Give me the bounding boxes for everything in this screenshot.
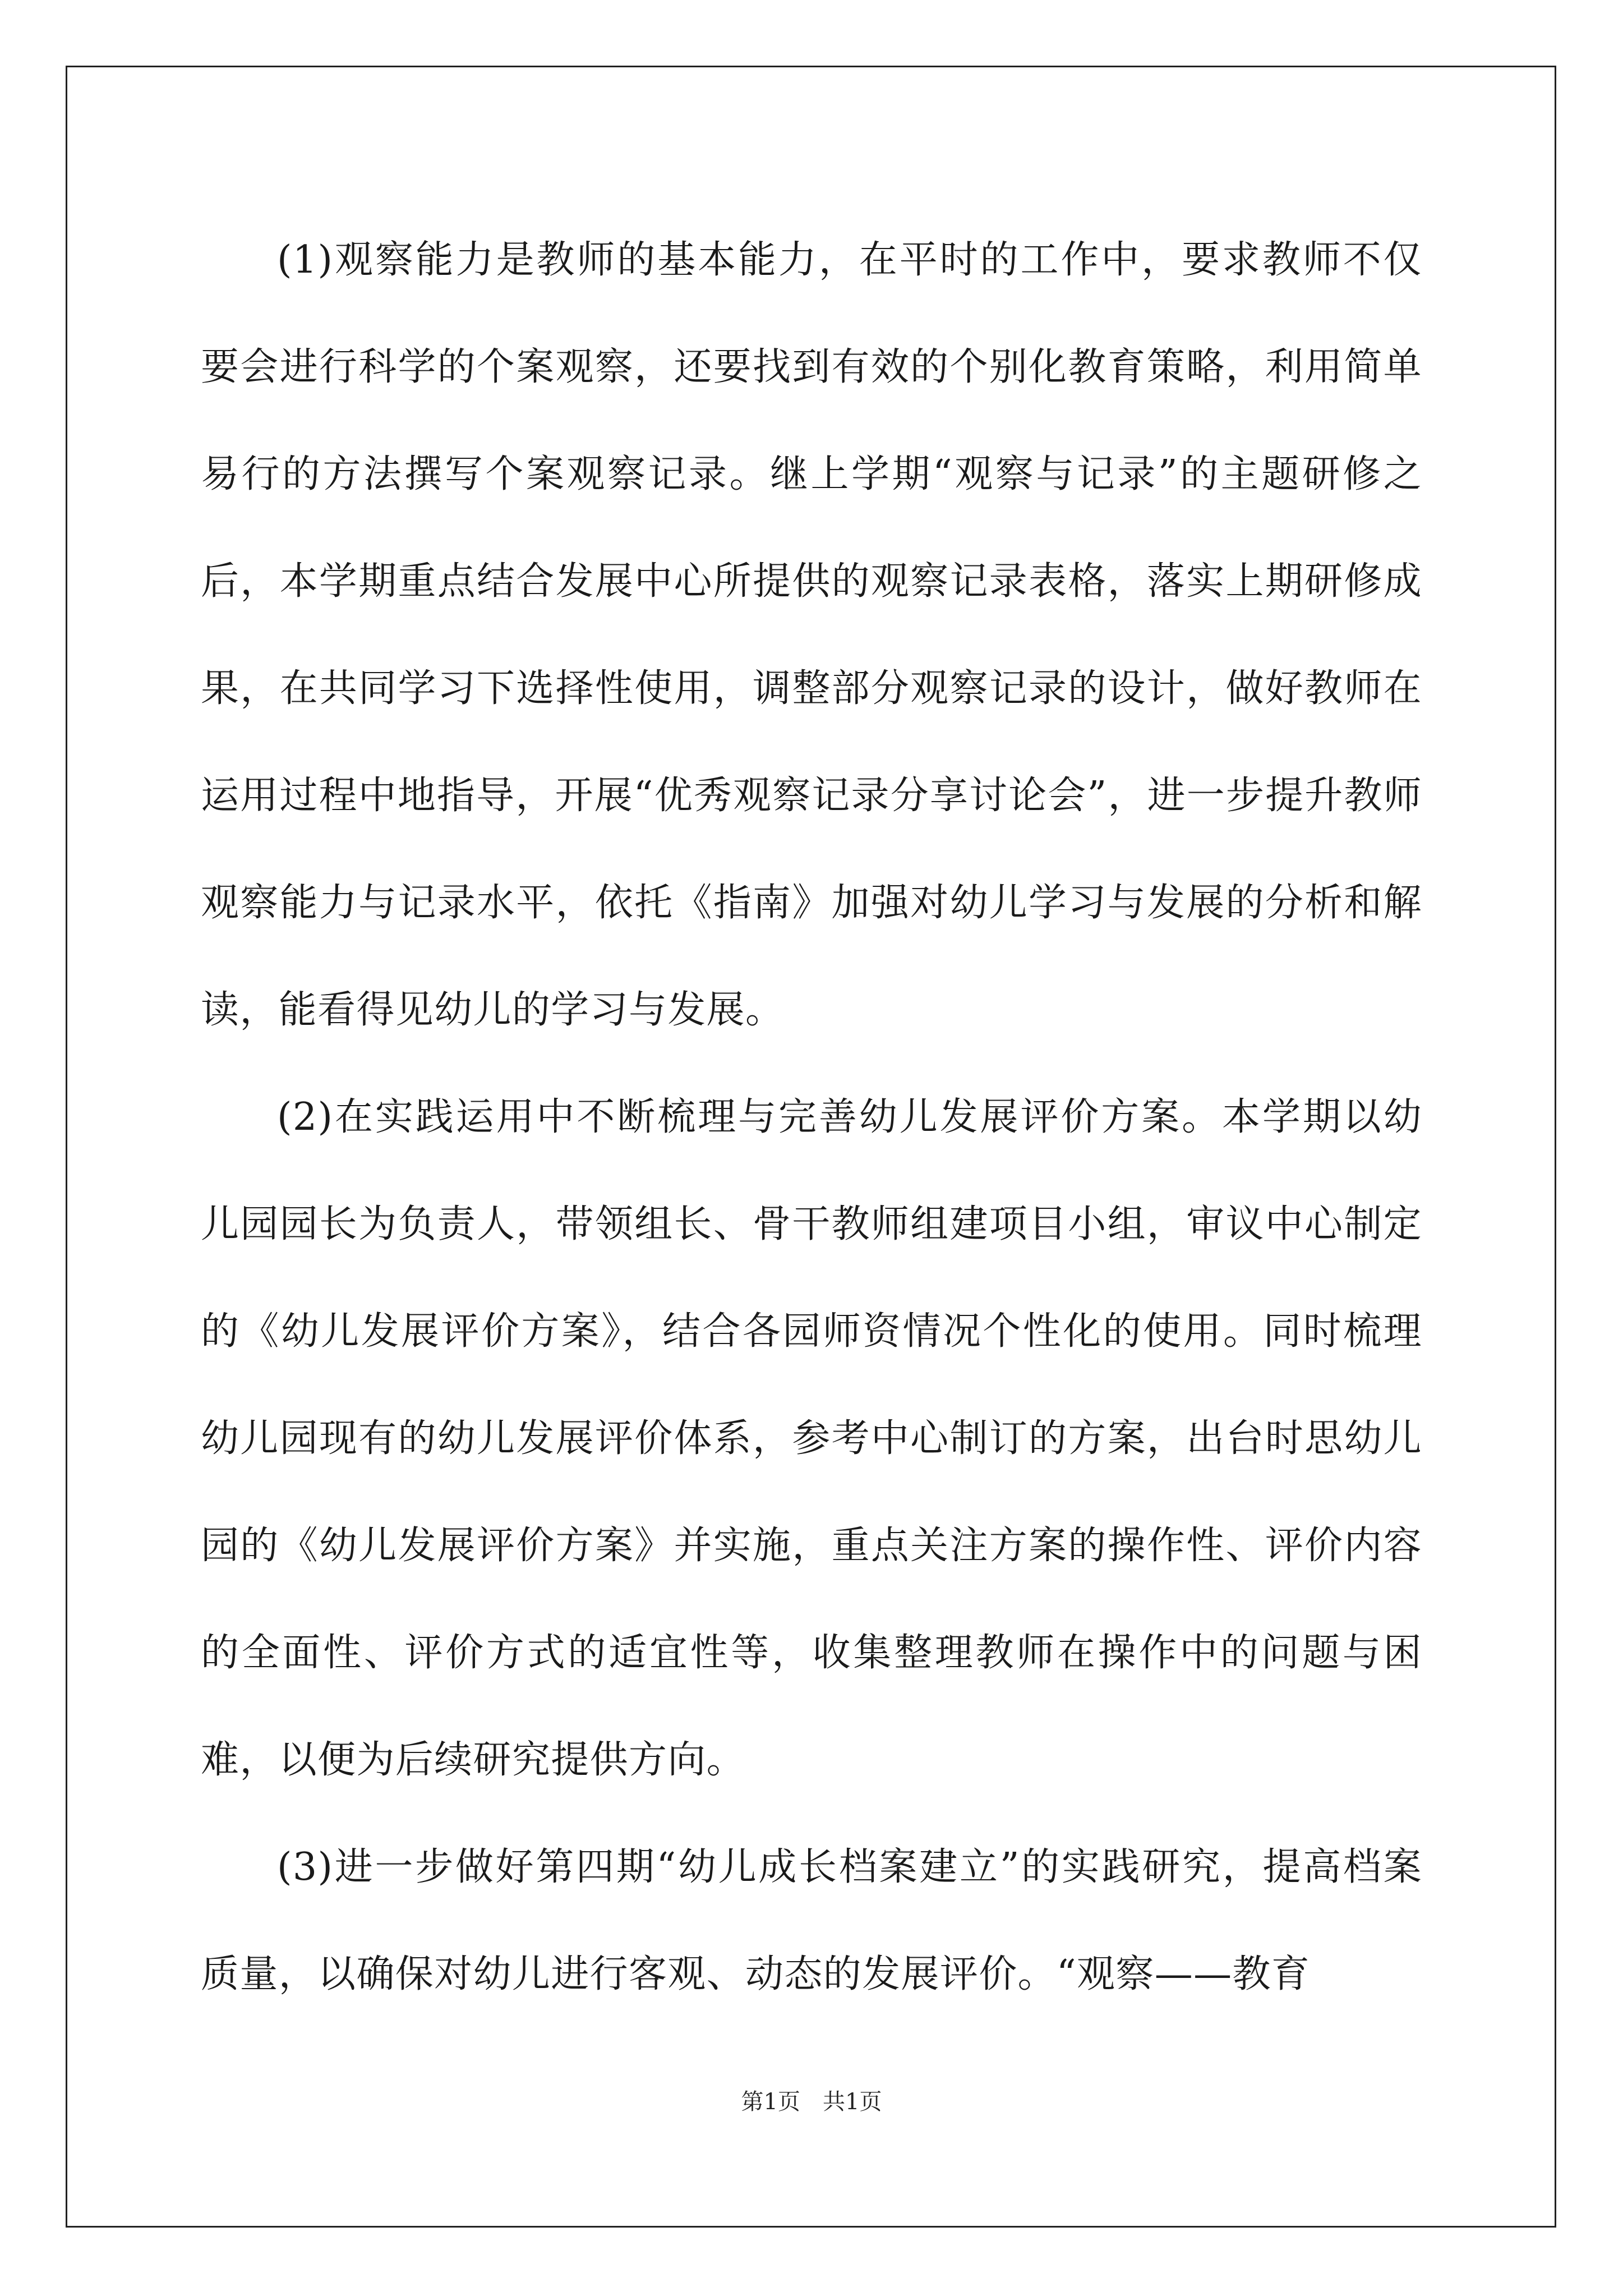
paragraph-3: (3)进一步做好第四期“幼儿成长档案建立”的实践研究，提高档案质量，以确保对幼儿进行客观、动态的发展评价。“观察——教育 bbox=[201, 1845, 1422, 1996]
paragraph-1: (1)观察能力是教师的基本能力，在平时的工作中，要求教师不仅要会进行科学的个案观察，还要找到有效的个别化教育策略，利用简单易行的方法撰写个案观察记录。继上学期“观察与记录”的主题研修之后，本学期重点结合发展中心所提供的观察记录表格，落实上期研修成果，在共同学习下选择性使用，调整部分观察记录的设计，做好教师在运用过程中地指导，开展“优秀观察记录分享讨论会”，进一步提升教师观察能力与记录水平，依托《指南》加强对幼儿学习与发展的分析和解读，能看得见幼儿的学习与发展。 bbox=[201, 238, 1422, 1032]
document-body bbox=[201, 206, 1422, 2028]
paragraph-2: (2)在实践运用中不断梳理与完善幼儿发展评价方案。本学期以幼儿园园长为负责人，带领组长、骨干教师组建项目小组，审议中心制定的《幼儿发展评价方案》，结合各园师资情况个性化的使用。同时梳理幼儿园现有的幼儿发展评价体系，参考中心制订的方案，出台时思幼儿园的《幼儿发展评价方案》并实施，重点关注方案的操作性、评价内容的全面性、评价方式的适宜性等，收集整理教师在操作中的问题与困难，以便为后续研究提供方向。 bbox=[201, 1095, 1422, 1782]
page-footer: 第1页 共1页 bbox=[741, 2089, 882, 2115]
